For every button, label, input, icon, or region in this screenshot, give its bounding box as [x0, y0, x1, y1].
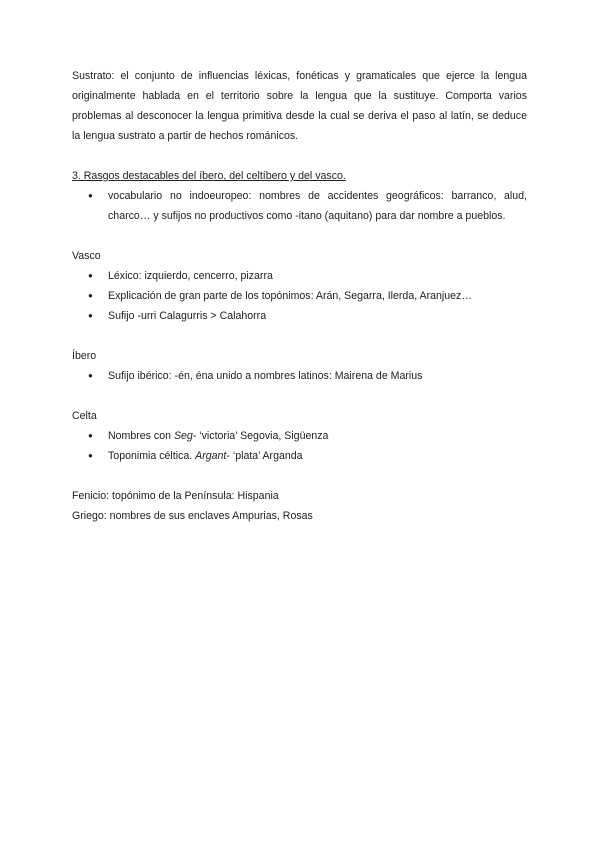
sustrato-paragraph: Sustrato: el conjunto de influencias léxicas, fonéticas y gramaticales que ejerce la lengua originalmente hablada en el territorio sobre la lengua que la sustituye. Comporta varios problemas al desconocer la lengua primitiva desde la cual se deriva el paso al latín, se deduce la lengua sustrato a partir de hechos románicos. [72, 70, 527, 142]
section-3-list [72, 186, 527, 226]
vasco-label: Vasco [72, 250, 101, 262]
italic-term: Seg [173, 430, 193, 442]
italic-term: Argant [195, 450, 227, 462]
vasco-list [72, 266, 527, 326]
item-text: Nombres con [108, 430, 174, 442]
document-page [72, 66, 527, 526]
celta-list [72, 426, 527, 466]
celta-label: Celta [72, 410, 97, 422]
list-item [72, 446, 527, 466]
fenicio-line: Fenicio: topónimo de la Península: Hispania [72, 490, 279, 502]
item-text: - ‘plata’ Arganda [226, 450, 303, 462]
ibero-list [72, 366, 527, 386]
list-item: ● Sufijo ibérico: -én, éna unido a nombres latinos: Mairena de Marius [72, 366, 527, 386]
griego-line: Griego: nombres de sus enclaves Ampurias, Rosas [72, 510, 313, 522]
item-text: - ‘victoria’ Segovia, Sigüenza [192, 430, 329, 442]
list-item [72, 426, 527, 446]
list-item: ● Sufijo -urri Calagurris > Calahorra [72, 306, 527, 326]
section-3-heading: 3. Rasgos destacables del íbero, del celtíbero y del vasco. [72, 170, 346, 182]
list-item: ● vocabulario no indoeuropeo: nombres de accidentes geográficos: barranco, alud, charco… y sufijos no productivos como -itano (aquitano) para dar nombre a pueblos. [72, 186, 527, 226]
list-item: ● Léxico: izquierdo, cencerro, pizarra [72, 266, 527, 286]
item-text: Toponimia céltica. [108, 450, 196, 462]
ibero-label: Íbero [72, 350, 97, 362]
list-item: ● Explicación de gran parte de los topónimos: Arán, Segarra, Ilerda, Aranjuez… [72, 286, 527, 306]
